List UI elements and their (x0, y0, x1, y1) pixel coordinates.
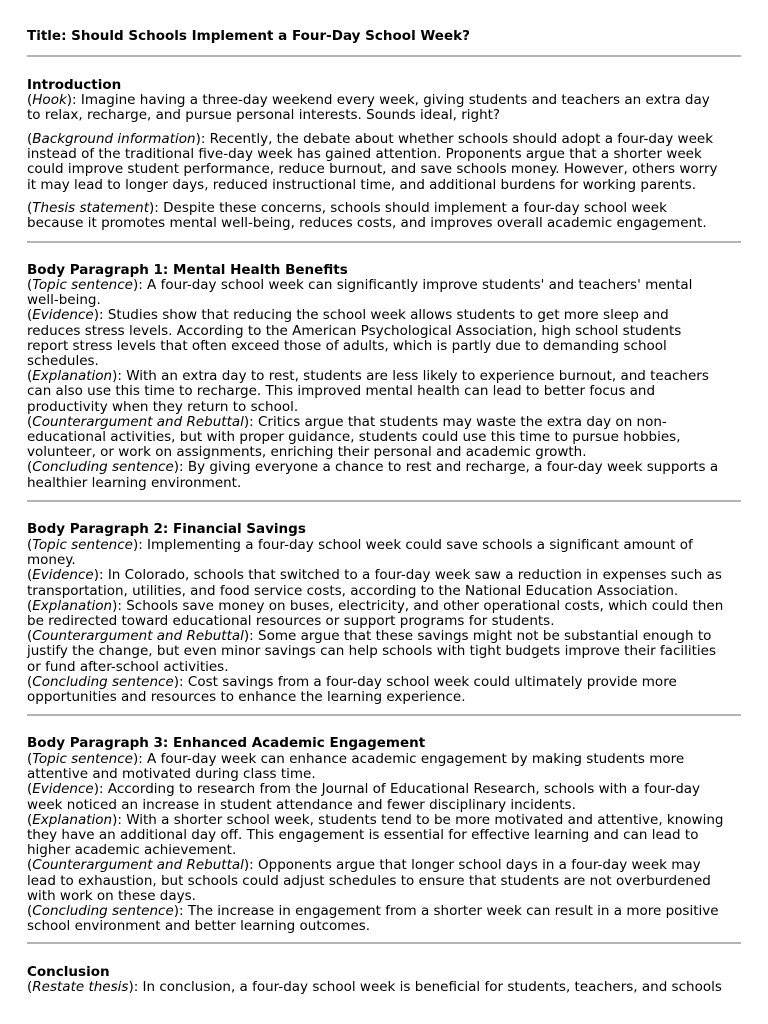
introduction-heading: Introduction (27, 77, 122, 93)
body1-heading: Body Paragraph 1: Mental Health Benefits (27, 262, 348, 278)
counterargument-label: Counterargument and Rebuttal (32, 857, 244, 874)
divider (27, 241, 741, 243)
body2-content: (Topic sentence): Implementing a four-day school week could save schools a significant amount of money. (Evidence): In Colorado, schools that switched to a four-day week saw a reduction in expenses such as transportation, utilities, and food service costs, according to the National Education Association. (Explanation): Schools save money on buses, electricity, and other operational costs, which could then be redirected toward educational resources or support programs for students. (Counterargument and Rebuttal): Some argue that these savings might not be substantial enough to justify the change, but even minor savings can help schools with tight budgets improve their facilities or fund after-school activities. (Concluding sentence): Cost savings from a four-day school week could ultimately provide more opportunities and resources to enhance the learning experience. (27, 537, 724, 706)
document-title: Title: Should Schools Implement a Four-Day School Week? (27, 28, 470, 44)
body1-content: (Topic sentence): A four-day school week can significantly improve students' and teachers' mental well-being. (Evidence): Studies show that reducing the school week allows students to get more sleep and reduces stress levels. According to the American Psychological Association, high school students report stress levels that often exceed those of adults, which is partly due to demanding school schedules. (Explanation): With an extra day to rest, students are less likely to experience burnout, and teachers can also use this time to recharge. This improved mental health can lead to better focus and productivity when they return to school. (Counterargument and Rebuttal): Critics argue that students may waste the extra day on non- educational activities, but with proper guidance, students could use this time to pursue hobbies, volunteer, or work on assignments, enriching their personal and academic growth. (Concluding sentence): By giving everyone a chance to rest and recharge, a four-day week supports a healthier learning environment. (27, 277, 719, 491)
conclusion-restate: (Restate thesis): In conclusion, a four-day school week is beneficial for students, teachers, and schools (27, 979, 722, 995)
thesis-label: Thesis statement (32, 200, 150, 216)
divider (27, 942, 741, 944)
hook-label: Hook (32, 92, 67, 108)
body2-heading: Body Paragraph 2: Financial Savings (27, 521, 306, 537)
explanation-label: Explanation (32, 597, 113, 614)
intro-hook: (Hook): Imagine having a three-day weekend every week, giving students and teachers an extra day to relax, recharge, and pursue personal interests. Sounds ideal, right? (27, 92, 710, 124)
explanation-label: Explanation (32, 368, 113, 385)
evidence-label: Evidence (32, 781, 94, 798)
background-label: Background information (32, 131, 196, 147)
divider (27, 500, 741, 502)
concluding-label: Concluding sentence (32, 903, 174, 920)
explanation-label: Explanation (32, 811, 113, 828)
restate-label: Restate thesis (32, 979, 129, 995)
topic-label: Topic sentence (32, 751, 133, 767)
topic-label: Topic sentence (32, 277, 133, 293)
intro-thesis: (Thesis statement): Despite these concerns, schools should implement a four-day school week because it promotes mental well-being, reduces costs, and improves overall academic engagement. (27, 200, 707, 232)
body3-content: (Topic sentence): A four-day week can enhance academic engagement by making students more attentive and motivated during class time. (Evidence): According to research from the Journal of Educational Research, schools with a four-day week noticed an increase in student attendance and fewer disciplinary incidents. (Explanation): With a shorter school week, students tend to be more motivated and attentive, knowing they have an additional day off. This engagement is essential for effective learning and can lead to higher academic achievement. (Counterargument and Rebuttal): Opponents argue that longer school days in a four-day week may lead to exhaustion, but schools could adjust schedules to ensure that students are not overburdened with work on these days. (Concluding sentence): The increase in engagement from a shorter week can result in a more positive school environment and better learning outcomes. (27, 751, 724, 935)
body3-heading: Body Paragraph 3: Enhanced Academic Engagement (27, 735, 426, 751)
divider (27, 55, 741, 57)
concluding-label: Concluding sentence (32, 673, 174, 690)
evidence-label: Evidence (32, 567, 94, 584)
intro-background: (Background information): Recently, the debate about whether schools should adopt a four-day week instead of the traditional five-day week has gained attention. Proponents argue that a shorter week could improve student performance, reduce burnout, and save schools money. However, others worry it may lead to longer days, reduced instructional time, and additional burdens for working parents. (27, 131, 718, 193)
concluding-label: Concluding sentence (32, 459, 174, 476)
counterargument-label: Counterargument and Rebuttal (32, 413, 244, 430)
divider (27, 714, 741, 716)
evidence-label: Evidence (32, 307, 94, 324)
topic-label: Topic sentence (32, 537, 133, 553)
counterargument-label: Counterargument and Rebuttal (32, 628, 244, 645)
conclusion-heading: Conclusion (27, 964, 110, 980)
